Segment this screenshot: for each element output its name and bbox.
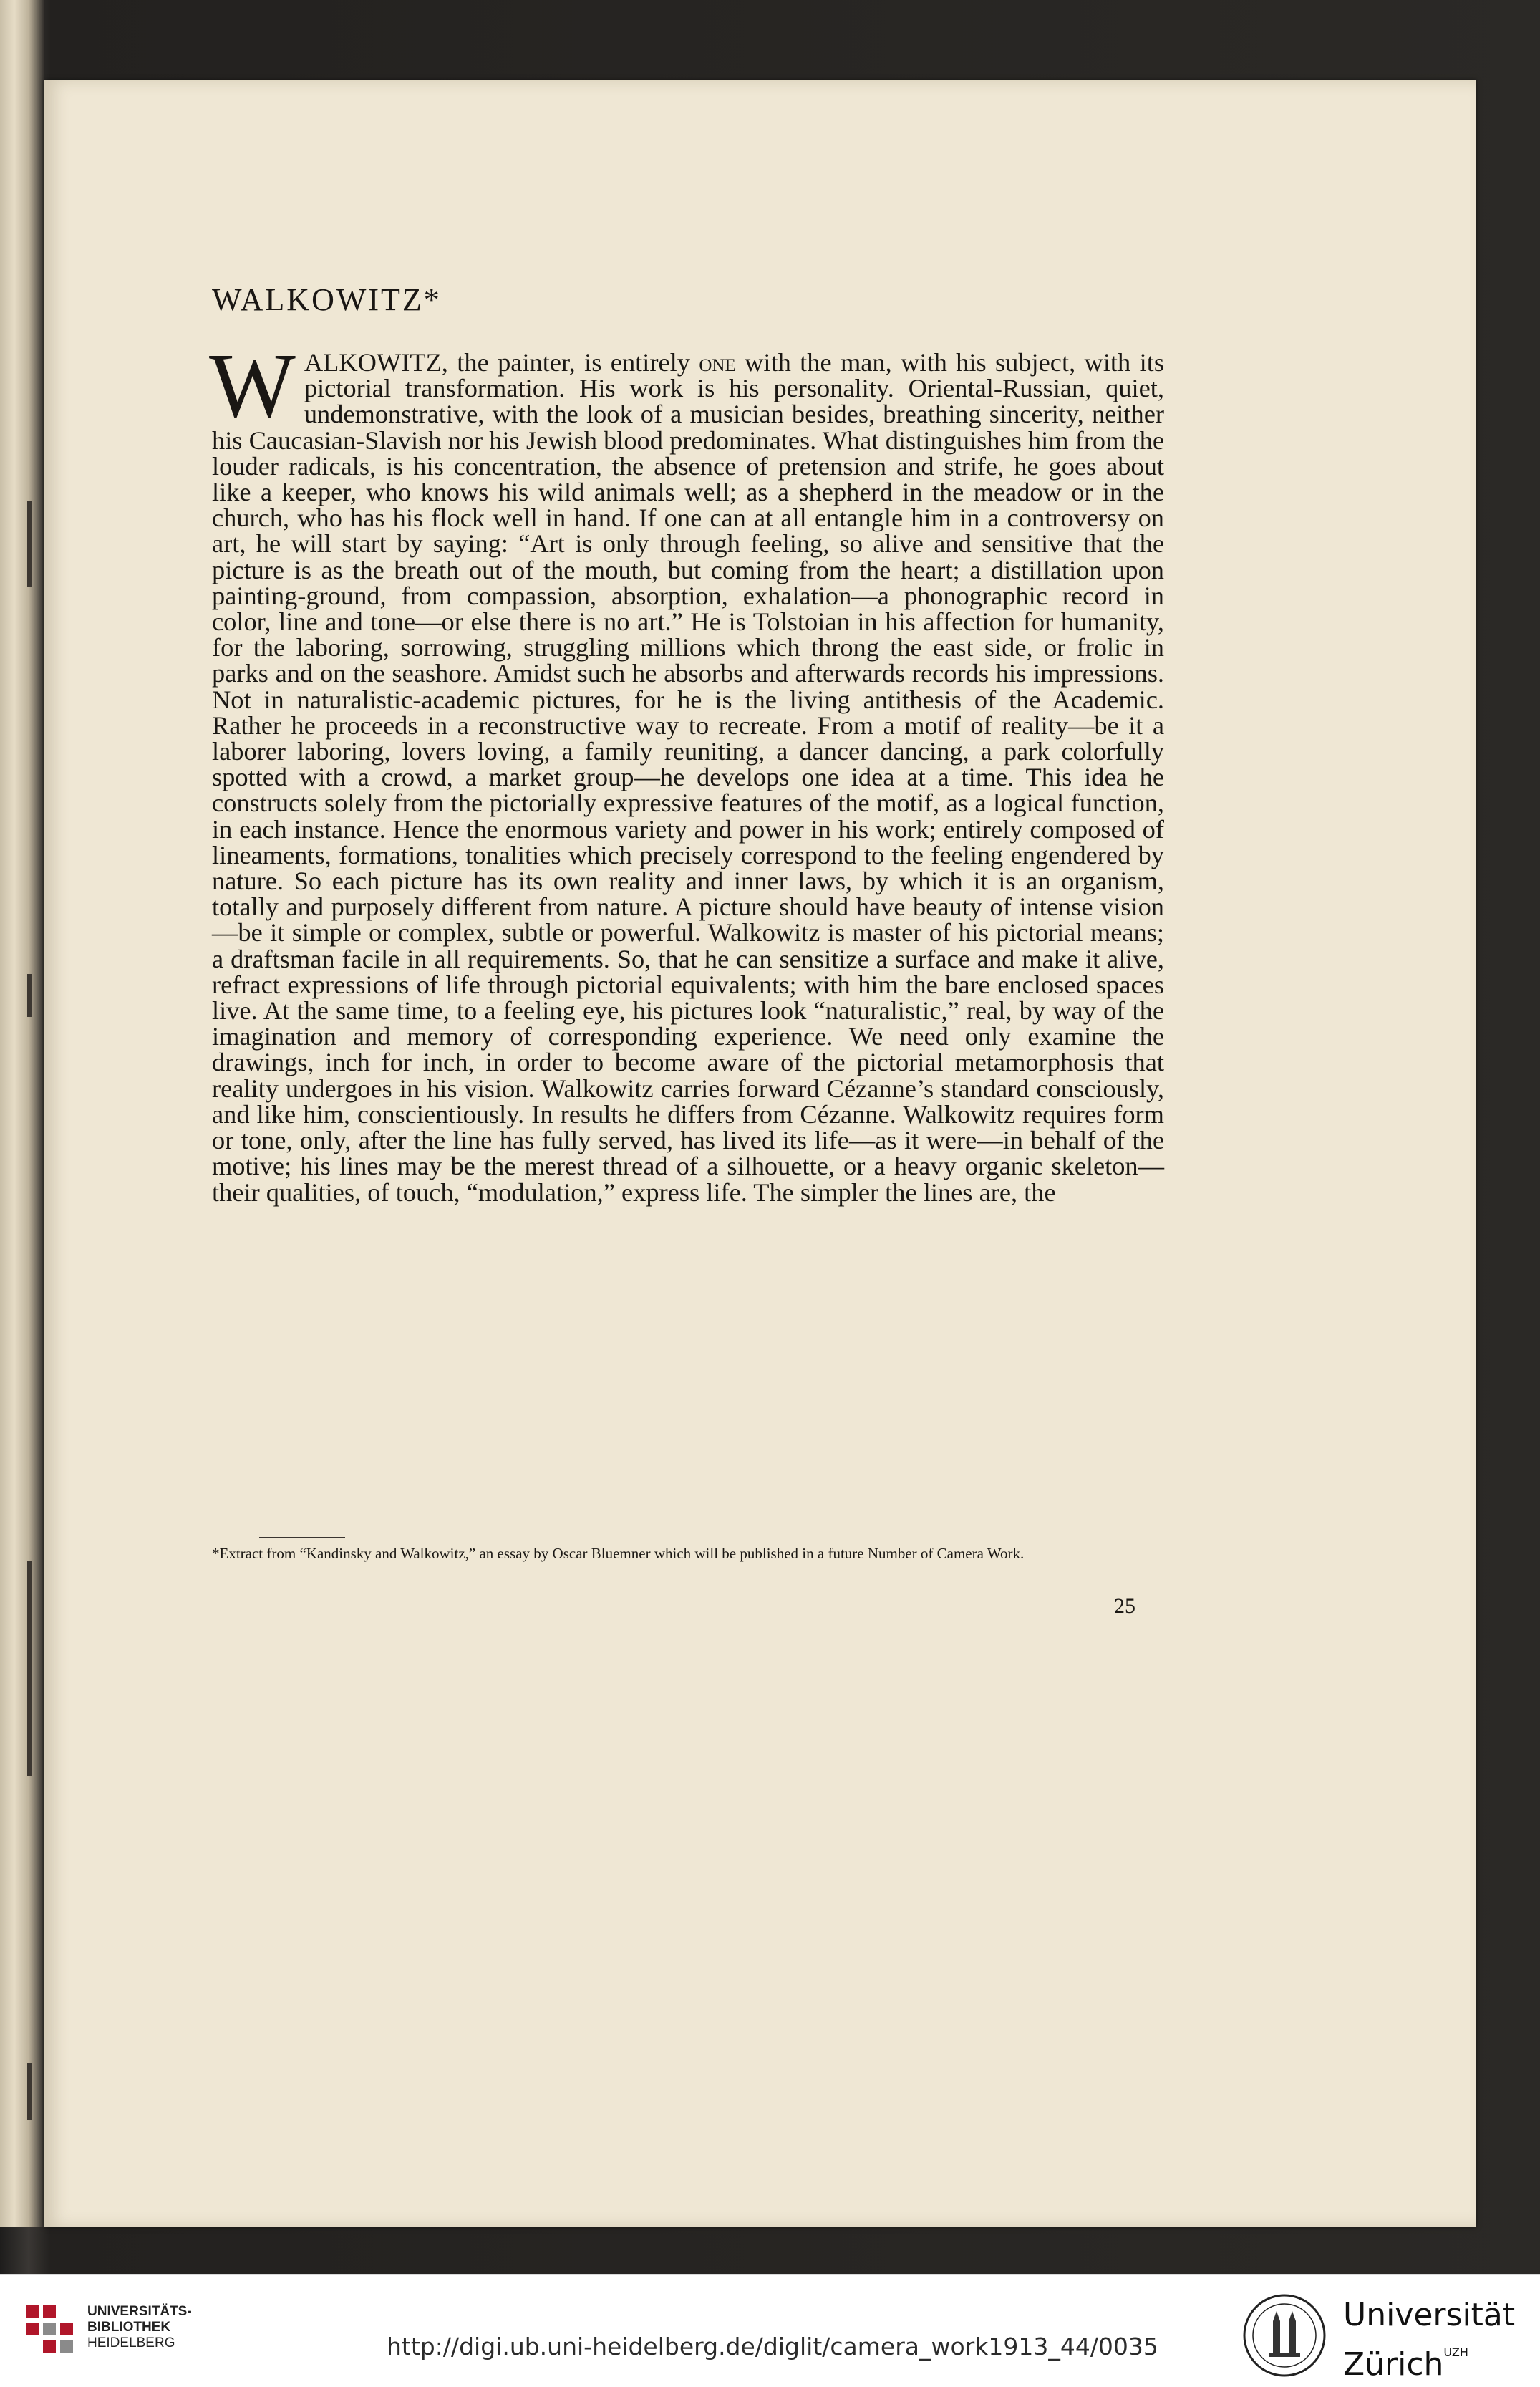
university-library-logo-icon[interactable] — [26, 2305, 77, 2361]
footnote-divider — [259, 1537, 345, 1538]
body-paragraph: with the man, with his subject, with its pictorial transformation. His work is his personality. Oriental-Russian, quiet, undemonstrative, with the look of a musician besides, breathing sincerity, neither his Caucasian-Slavish nor his Jewish blood predominates. What distinguishes him from the louder radicals, is his concentration, the absence of pretension and strife, he goes about like a keeper, who knows his wild animals well; as a shepherd in the meadow or in the church, who has his flock well in hand. If one can at all entangle him in a controversy on art, he will start by saying: “Art is only through feeling, so alive and sensitive that the picture is as the breath out of the mouth, but coming from the heart; a distillation upon painting-ground, from compassion, absorption, exhalation—a phonographic record in color, line and tone—or else there is no art.” He is Tolstoian in his affection for humanity, for the laboring, sorrowing, struggling millions which throng the east side, or frolic in parks and on the seashore. Amidst such he absorbs and afterwards records his impressions. Not in naturalistic-academic pictures, for he is the living antithesis of the Academic. Rather he proceeds in a reconstructive way to recreate. From a motif of reality—be it a laborer laboring, lovers loving, a family reuniting, a dancer dancing, a park colorfully spotted with a crowd, a market group—he develops one idea at a time. This idea he constructs solely from the pictorially expressive features of the motif, as a logical function, in each instance. Hence the enormous variety and power in his work; entirely composed of lineaments, formations, tonalities which precisely correspond to the feeling engendered by nature. So each picture has its own reality and inner laws, by which it is an organism, totally and purposely different from nature. A picture should have beauty of intense vision—be it simple or complex, subtle or powerful. Walkowitz is master of his pictorial means; a draftsman facile in all requirements. So, that he can sensitize a surface and make it alive, refract expressions of life through pictorial equivalents; with him the bare enclosed spaces live. At the same time, to a feeling eye, his pictures look “naturalistic,” real, by way of the imagination and memory of corresponding experience. We need only examine the drawings, inch for inch, in order to become aware of the pictorial metamorphosis that reality undergoes in his vision. Walkowitz carries forward Cézanne’s standard consciously, and like him, conscientiously. In results he differs from Cézanne. Walkowitz requires form or tone, only, after the line has fully served, has lived its life—as it were—in behalf of the motive; his lines may be the merest thread of a silhouette, or a heavy organic skeleton—their qualities, of touch, “modulation,” express life. The simpler the lines are, the — [212, 348, 1164, 1207]
drop-cap: W — [209, 334, 296, 436]
body-opening: ALKOWITZ, the painter, is entirely — [304, 348, 699, 377]
page-number: 25 — [1114, 1594, 1135, 1618]
small-caps-word: one — [699, 348, 736, 377]
university-library-name: UNIVERSITÄTS- BIBLIOTHEK HEIDELBERG — [87, 2304, 192, 2350]
uzh-seal-icon[interactable] — [1241, 2292, 1327, 2382]
permalink-url[interactable]: http://digi.ub.uni-heidelberg.de/diglit/camera_work1913_44/0035 — [387, 2333, 1158, 2361]
book-binding — [0, 0, 44, 2227]
article-heading: WALKOWITZ* — [212, 282, 442, 317]
footnote: *Extract from “Kandinsky and Walkowitz,” an essay by Oscar Bluemner which will be published in a future Number of Camera Work. — [212, 1545, 1025, 1562]
article-body — [209, 334, 1164, 1207]
viewer-footer — [0, 2274, 1540, 2387]
uzh-wordmark: Universität Zürich$^{UZH}$ — [1343, 2297, 1516, 2383]
